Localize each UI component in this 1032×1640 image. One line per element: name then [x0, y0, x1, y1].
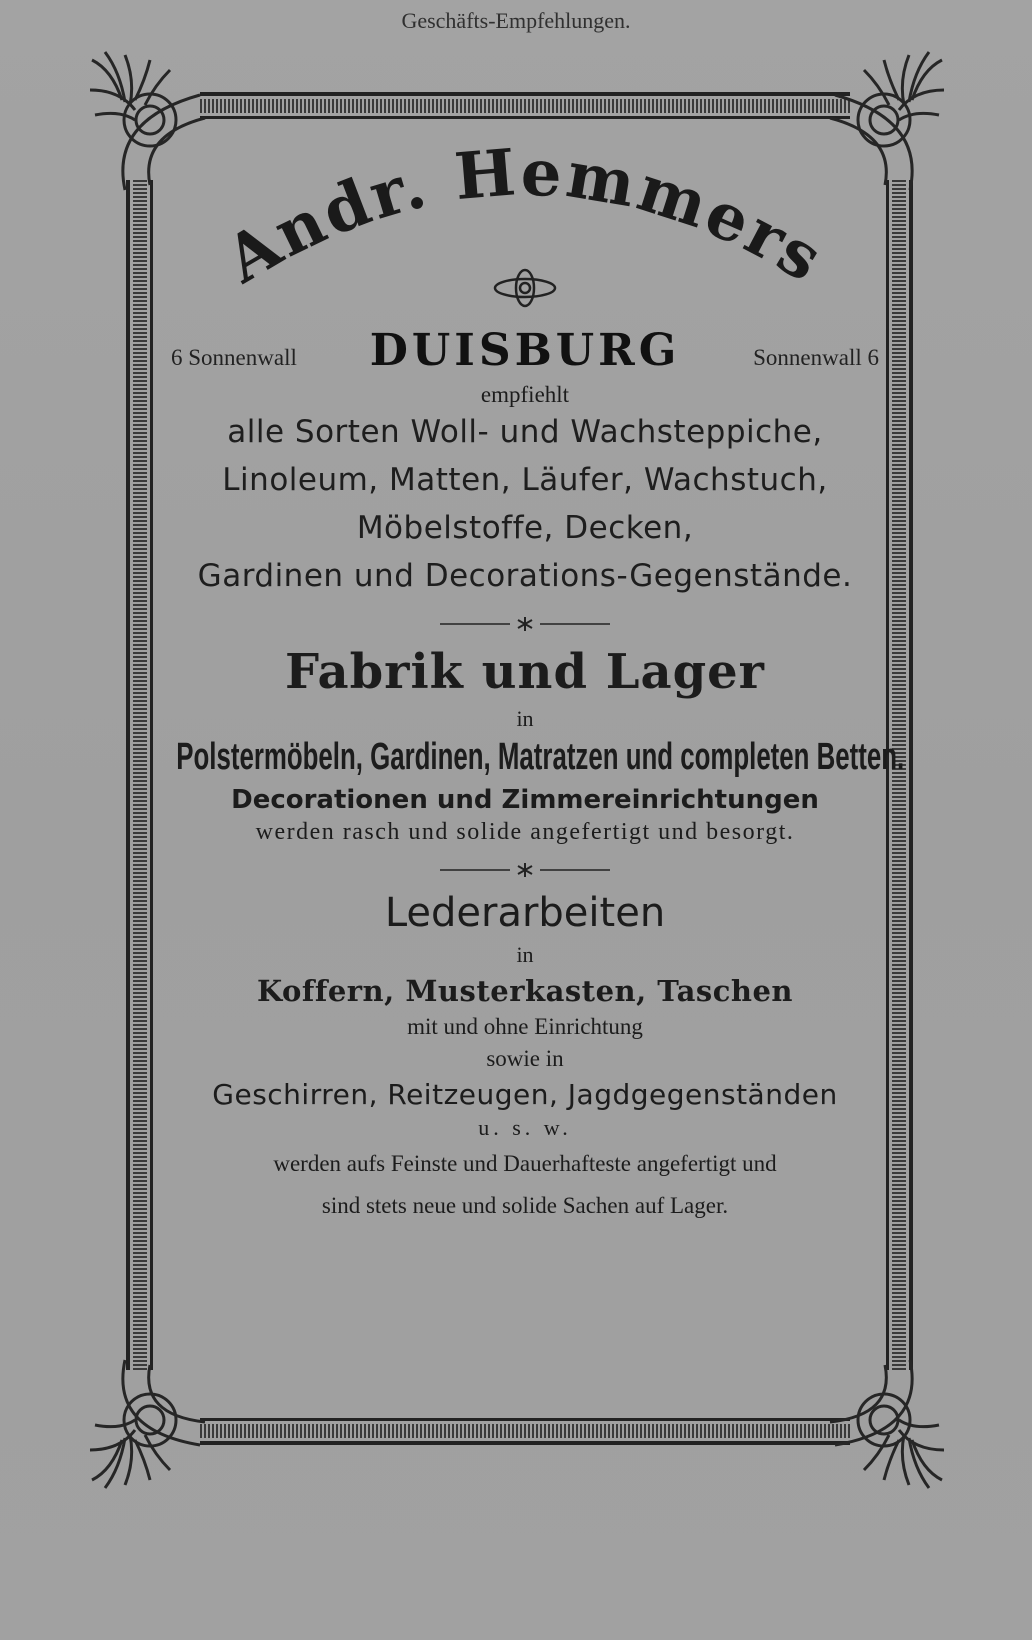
section-subheading: Decorationen und Zimmereinrichtungen — [231, 785, 819, 815]
svg-text:Andr. Hemmers — [212, 140, 837, 299]
closing-text — [165, 1143, 885, 1227]
divider-ornament — [440, 862, 610, 878]
intro-text: empfiehlt — [480, 382, 570, 407]
section-note: werden rasch und solide angefertigt und besorgt. — [255, 819, 795, 845]
divider-ornament — [440, 616, 610, 632]
preposition-in: in — [516, 706, 534, 731]
closing-line: sind stets neue und solide Sachen auf Lager. — [321, 1193, 729, 1218]
goods-line: alle Sorten Woll- und Wachsteppiche, — [227, 414, 823, 450]
address-left: 6 Sonnenwall — [171, 345, 297, 370]
corner-ornament-bottom-left — [90, 1360, 205, 1488]
harness-items: Geschirren, Reitzeugen, Jagdgegenständen — [212, 1078, 838, 1111]
goods-list — [165, 408, 885, 600]
leather-items: Koffern, Musterkasten, Taschen — [256, 974, 794, 1008]
running-head: Geschäfts-Empfehlungen. — [401, 8, 631, 33]
city-name: DUISBURG — [369, 325, 681, 376]
knot-ornament-icon — [495, 270, 555, 306]
address-right: Sonnenwall 6 — [753, 345, 879, 370]
advertisement-content — [165, 140, 905, 1227]
brand-name-arched — [165, 140, 885, 315]
goods-line: Möbelstoffe, Decken, — [356, 510, 694, 546]
with-without-text: mit und ohne Einrichtung — [407, 1014, 643, 1039]
closing-line: werden aufs Feinste und Dauerhafteste angefertigt und — [273, 1151, 777, 1176]
goods-line: Linoleum, Matten, Läufer, Wachstuch, — [222, 462, 828, 498]
also-in-text: sowie in — [486, 1046, 564, 1071]
furniture-items: Polstermöbeln, Gardinen, Matratzen und completen Betten. — [176, 736, 905, 778]
usw-text: u. s. w. — [478, 1115, 572, 1140]
preposition-in: in — [516, 942, 534, 967]
section-heading-fabrik: Fabrik und Lager — [285, 644, 765, 700]
section-heading-leder: Lederarbeiten — [384, 890, 666, 936]
brand-name: Andr. Hemmers — [213, 140, 838, 299]
section-items-furniture — [165, 736, 905, 779]
address-row — [165, 325, 885, 376]
goods-line: Gardinen und Decorations-Gegenstände. — [197, 558, 853, 594]
